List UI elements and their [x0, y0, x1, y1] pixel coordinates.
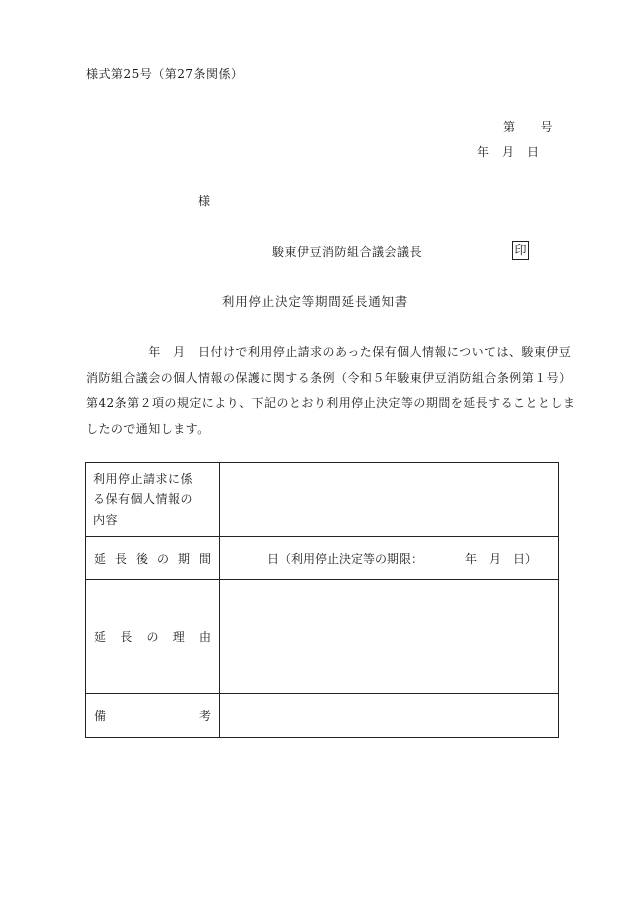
body-line: 年 月 日付けで利用停止請求のあった保有個人情報については、駿東伊豆 [86, 345, 572, 359]
notice-body [86, 340, 581, 442]
label-text: 備考 [94, 709, 211, 723]
extension-reason-value [220, 580, 559, 694]
body-line: 第42条第２項の規定により、下記のとおり利用停止決定等の期間を延長することとしま [86, 396, 576, 410]
addressee-honorific: 様 [198, 194, 211, 208]
extended-period-label [86, 537, 220, 580]
document-number: 第 号 [503, 120, 554, 134]
extension-reason-label [86, 580, 220, 694]
label-line: 内容 [93, 512, 119, 527]
label-line: 利用停止請求に係 [93, 471, 194, 486]
sender-name: 駿東伊豆消防組合議会議長 [272, 245, 423, 259]
document-title: 利用停止決定等期間延長通知書 [221, 294, 409, 309]
remarks-value [220, 694, 559, 738]
request-content-label [86, 463, 220, 537]
remarks-label [86, 694, 220, 738]
document-date: 年 月 日 [477, 145, 540, 159]
table-row [86, 580, 559, 694]
body-line: したので通知します。 [86, 421, 210, 436]
table-row [86, 537, 559, 580]
form-number: 様式第25号（第27条関係） [86, 67, 244, 81]
request-content-value [220, 463, 559, 537]
body-line: 消防組合議会の個人情報の保護に関する条例（令和５年駿東伊豆消防組合条例第１号） [86, 370, 572, 385]
seal-mark: 印 [512, 241, 529, 260]
table-row [86, 463, 559, 537]
notice-details-table [85, 462, 559, 738]
extended-period-value: 日（利用停止決定等の期限： 年 月 日） [220, 537, 559, 580]
label-text: 延長後の期間 [94, 551, 211, 566]
table-row [86, 694, 559, 738]
label-line: る保有個人情報の [93, 492, 194, 507]
label-text: 延長の理由 [94, 630, 211, 644]
